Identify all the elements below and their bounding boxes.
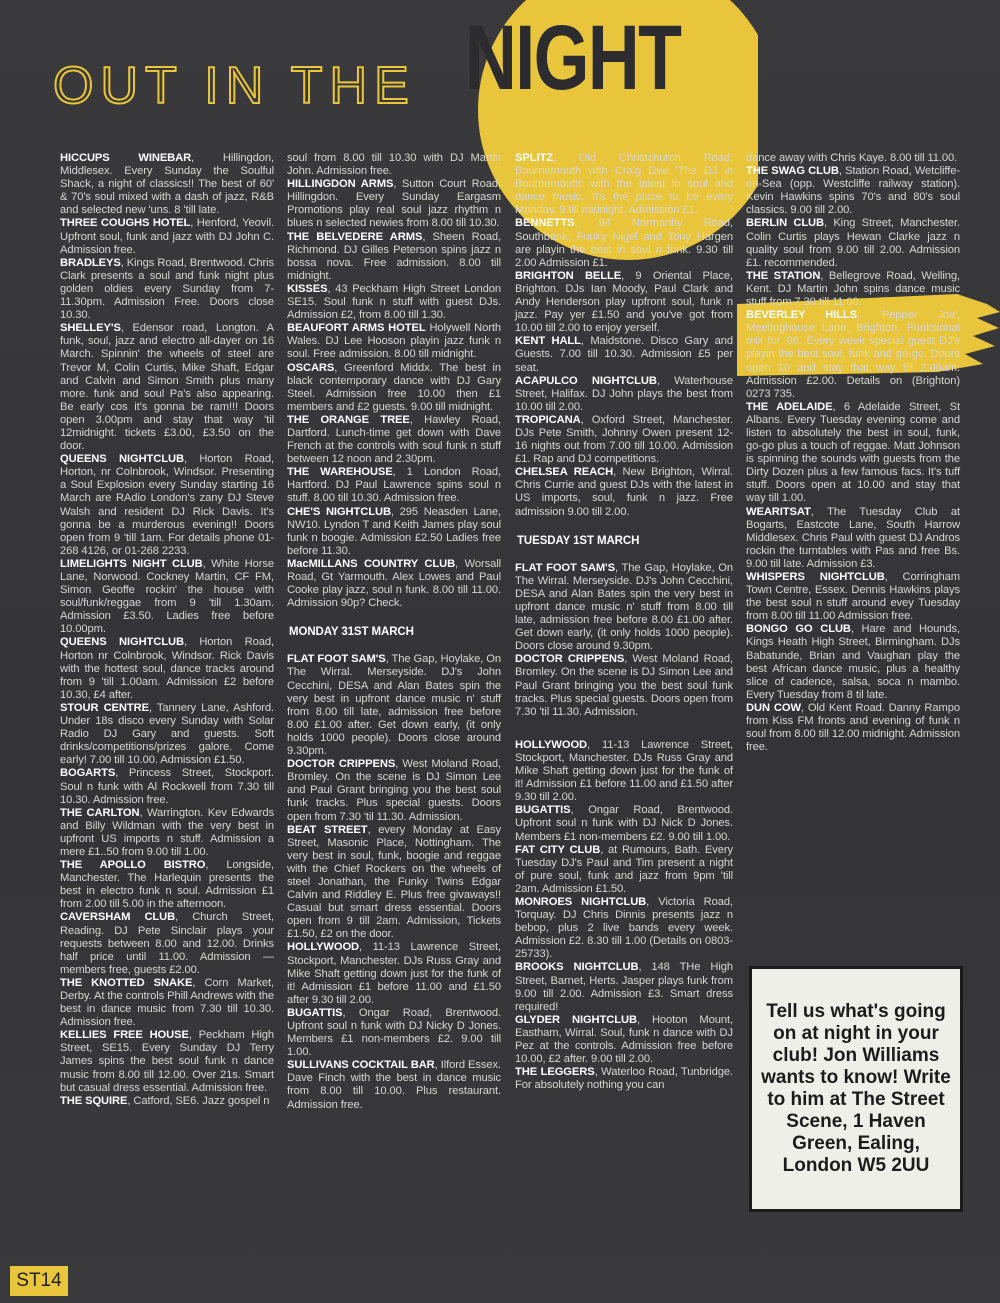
- contact-box-text: Tell us what's going on at night in your club! Jon Williams wants to know! Write to him at The Street Scene, 1 Haven Green, Ealing, London W5 2UU: [761, 1001, 951, 1176]
- club-listing: [60, 152, 274, 217]
- club-listing: [287, 941, 501, 1006]
- club-details: , Catford, SE6. Jazz gospel n: [127, 1094, 270, 1107]
- club-name: THE ORANGE TREE: [287, 413, 410, 426]
- club-name: BROOKS NIGHTCLUB: [515, 961, 639, 974]
- club-details: , 148 THe High Street, Barnet, Herts. Jasper plays funk from 9.00 till 2.00. Admission £3. Smart dress required!: [515, 961, 733, 1013]
- club-details: , Princess Street, Stockport. Soul n funk with Al Rockwell from 7.30 till 10.30. Admission free.: [60, 767, 274, 806]
- club-name: CHE'S NIGHTCLUB: [287, 505, 391, 518]
- club-listing: [515, 961, 733, 1013]
- club-details: , Horton Road, Horton, nr Colnbrook, Windsor. Presenting a Soul Explosion every Sunday starting 16 March are RAdio London's zany DJ Steve Walsh and resident DJ Rick Davis. It's gonna be a murderous evening!! Doors open from 9 'till 1am. For details phone 01-268 4126, or 01-268 2233.: [60, 453, 274, 557]
- club-listing: [515, 653, 733, 718]
- day-heading: MONDAY 31ST MARCH: [289, 626, 414, 639]
- club-details: , Edensor road, Longton. A funk, soul, jazz and electro all-dayer on 16 March. Spinnin' the wheels of steel are Trevor M, Colin Curtis, Mike Shaft, Edgar and Calvin and Simon Smith plus many more. funk and soul Pa's also appearing. Be early cos it's gonna be ram!!! Doors open 3.00pm and stay that way 'til 12midnight. tickets £3.00, £3.50 on the door.: [60, 322, 274, 453]
- club-listing: [746, 309, 960, 401]
- club-details: dance away with Chris Kaye. 8.00 till 11.00.: [746, 152, 958, 164]
- page-number: ST14: [10, 1266, 68, 1296]
- club-details: , Victoria Road, Torquay. DJ Chris Dinnis presents jazz n bebop, plus 2 live bands every week. Admission £2. 8.30 till 1.00 (Details on 0803-25733).: [515, 895, 733, 961]
- club-listing: [746, 702, 960, 754]
- club-listing: [515, 1066, 733, 1092]
- club-details: , 295 Neasden Lane, NW10. Lyndon T and Keith James play soul funk n boogie. Admission £2.50 Ladies free before 11.30.: [287, 505, 501, 557]
- club-listing: [746, 571, 960, 623]
- club-details: , The Gap, Hoylake, On The Wirral. Merseyside. DJ's John Cecchini, DESA and Alan Bates spin the very best in upfront dance music n' stuff from 8.00 till late, admission free before 8.00 £1.00 after. Get down early, (it only holds 1000 people). Doors close around 9.30pm.: [515, 561, 733, 653]
- club-listing: [287, 466, 501, 505]
- club-details: , Hooton Mount, Eastham, Wirral. Soul, funk n dance with DJ Pez at the controls. Admission free before 10.00, £2 after. 9.00 till 2.00.: [515, 1013, 733, 1066]
- club-details: , The Gap, Hoylake, On The Wirral. Merseyside. DJ's John Cecchini, DESA and Alan Bates spin the very best in upfront dance music n' stuff from 8.00 till late, admission free before 8.00 £1.00 after. Get down early, (it only holds 1000 people). Doors close around 9.30pm.: [287, 653, 501, 758]
- club-listing: [287, 758, 501, 823]
- club-details: , 11-13 Lawrence Street, Stockport, Manchester. DJs Russ Gray and Mike Shaft getting down just for the funk of it! Admission £1 before 11.00 and £1.50 after 9.30 till 2.00.: [515, 738, 733, 804]
- club-details: , Waterloo Road, Tunbridge. For absolutely nothing you can: [515, 1066, 733, 1092]
- club-name: HOLLYWOOD: [287, 941, 360, 954]
- club-listing: [746, 270, 960, 309]
- club-name: SPLITZ: [515, 152, 553, 164]
- club-listing: [287, 362, 501, 414]
- club-details: , West Moland Road, Bromley. On the scene is DJ Simon Lee and Paul Grant bringing you the best soul funk tracks. Plus special guests. Doors open from 7.30 'til 11.30. Admission.: [287, 758, 501, 823]
- club-details: , Bellegrove Road, Welling, Kent. DJ Martin John spins dance music stuff from 7.30 till 11.00.: [746, 269, 960, 309]
- club-name: BUGATTIS: [515, 804, 571, 817]
- club-listing: [60, 911, 274, 976]
- club-listing: [287, 558, 501, 610]
- club-details: , Hare and Hounds, Kings Heath High Street, Birmingham. DJs Babatunde, Brian and Vaughan play the best African dance music, plus a healthy slice of cadence, salsa, soca n mambo. Every Tuesday from 8 til late.: [746, 623, 960, 701]
- club-name: OSCARS: [287, 361, 335, 374]
- club-details: , Peckham High Street, SE15. Every Sunday DJ Terry James spins the best soul funk n dance music from 8.00 till 12.00. Over 21s. Smart but casual dress essential. Admission free.: [60, 1029, 274, 1094]
- club-name: TROPICANA: [515, 413, 581, 426]
- club-details: , Worsall Road, Gt Yarmouth. Alex Lowes and Paul Cooke play jazz, soul n funk. 8.00 till 11.00. Admission 90p? Check.: [287, 557, 501, 610]
- club-details: , Station Road, Wetcliffe-on-Sea (opp. Westcliffe railway station). Kevin Hawkins spins 70's and 80's soul classics. 9.00 till 2.00.: [746, 165, 960, 217]
- club-details: , 9 Oriental Place, Brighton. DJs Ian Moody, Paul Clark and Andy Henderson play upfront soul, funk n jazz. Pay yer £1.50 and you've got from 10.00 till 2.00 to enjoy yerself.: [515, 269, 733, 335]
- club-listing: [746, 152, 960, 165]
- club-name: BONGO GO CLUB: [746, 623, 851, 636]
- club-listing: [515, 375, 733, 414]
- club-name: CAVERSHAM CLUB: [60, 911, 176, 924]
- club-listing: [60, 977, 274, 1029]
- club-details: , Ongar Road, Brentwood. Upfront soul n funk with DJ Nicky D Jones. Members £1 non-members £2. 9.00 till 1.00.: [287, 1006, 501, 1059]
- club-listing: [746, 506, 960, 571]
- column-gap: [515, 719, 733, 739]
- club-name: KELLIES FREE HOUSE: [60, 1029, 189, 1042]
- club-listing: [60, 453, 274, 558]
- club-listing: [515, 1014, 733, 1066]
- club-details: , Waterhouse Street, Halifax. DJ John plays the best from 10.00 till 2.00.: [515, 374, 733, 413]
- club-listing: [287, 231, 501, 283]
- club-details: , Hillingdon, Middlesex. Every Sunday the Soulful Shack, a night of classics!! The best of 60' & 70's soul mixed with a dash of jazz, R&B and selected new 'uns. 8 'till late.: [60, 152, 274, 217]
- club-name: THE BELVEDERE ARMS: [287, 230, 423, 243]
- club-details: , 6 Adelaide Street, St Albans. Every Tuesday evening come and listen to absolutely the best in soul, funk, go-go plus a touch of reggae. Matt Johnson is spinning the sounds with guests from the Dirty Dozen plus a few famous facs. It's tuff stuff. Doors open at 10.00 and stay that way till 1.00.: [746, 400, 960, 505]
- club-listing: [515, 844, 733, 896]
- club-name: DUN COW: [746, 701, 801, 714]
- club-listing: [60, 322, 274, 453]
- club-details: , Old Kent Road. Danny Rampo from Kiss FM fronts and evening of funk n soul from 8.00 till 12.00 midnight. Admission free.: [746, 701, 960, 754]
- club-listing: [515, 739, 733, 804]
- club-name: MacMILLANS COUNTRY CLUB: [287, 557, 456, 570]
- club-details: Holywell North Wales. DJ Lee Hooson playin jazz funk n soul. Free admission. 8.00 till midnight.: [287, 322, 501, 361]
- club-listing: [746, 401, 960, 506]
- club-details: , Old Christchurch Road, Bournemouth with Craig Dee 'The DJ in Bournemouth' with the latest in soul and dance music. It's the place to be every Monday. 9 till midnight. Admission £1.: [515, 152, 733, 217]
- club-name: DOCTOR CRIPPENS: [287, 758, 396, 771]
- club-details: , King Street, Manchester. Colin Curtis plays Hewan Clarke jazz n quality soul from 9.00 till 2.00. Admission £1. recommended.: [746, 217, 960, 269]
- club-name: HILLINGDON ARMS: [287, 178, 394, 191]
- club-listing: [287, 414, 501, 466]
- club-name: CHELSEA REACH: [515, 466, 614, 479]
- club-listing: [60, 1095, 274, 1108]
- listing-column-4: [746, 152, 960, 754]
- day-heading: TUESDAY 1ST MARCH: [517, 534, 640, 547]
- club-name: BENNETTS: [515, 217, 575, 230]
- club-name: BUGATTIS: [287, 1006, 343, 1019]
- club-listing: [515, 562, 733, 654]
- club-name: FLAT FOOT SAM'S: [515, 561, 615, 574]
- club-details: , 11-13 Lawrence Street, Stockport, Manchester. DJs Russ Gray and Mike Shaft getting down just for the funk of it! Admission £1 before 11.00 and £1.50 after 9.30 till 2.00.: [287, 941, 501, 1006]
- club-details: , Maidstone. Disco Gary and Guests. 7.00 till 10.30. Admission £5 per seat.: [515, 335, 733, 374]
- club-listing: [746, 217, 960, 269]
- club-details: , Ongar Road, Brentwood. Upfront soul n funk with DJ Nick D Jones. Members £1 non-members £2. 9.00 till 1.00.: [515, 804, 733, 843]
- club-details: , New Brighton, Wirral. Chris Currie and guest DJs with the latest in US imports, soul, funk n jazz. Free admission 9.00 till 2.00.: [515, 466, 733, 518]
- club-details: , Oxford Street, Manchester. DJs Pete Smith, Johnny Owen present 12-16 nights out from 7.00 till 10.00. Admission £1. Rap and DJ competitions.: [515, 413, 733, 466]
- club-listing: [746, 165, 960, 217]
- club-listing: [287, 322, 501, 361]
- club-listing: [60, 767, 274, 806]
- club-name: THE APOLLO BISTRO: [60, 859, 206, 872]
- club-name: THE SWAG CLUB: [746, 165, 839, 178]
- club-name: BEAUFORT ARMS HOTEL: [287, 322, 426, 335]
- contact-box: [749, 966, 963, 1212]
- club-listing: [60, 702, 274, 767]
- club-details: , White Horse Lane, Norwood. Cockney Martin, CF FM, Simon Geoffe rockin' the house with soul/funk/reggae from 9 'till 1.30am. Admission £3.50. Ladies free before 10.00pm.: [60, 557, 275, 636]
- club-name: QUEENS NIGHTCLUB: [60, 636, 184, 649]
- club-details: , every Monday at Easy Street, Masonic Place, Nottingham. The very best in soul, funk, boogie and reggae with the Chief Rockers on the wheels of steel Jonathan, the Funky Twins Edgar Calvin and Riddley E. Plus free givaways!! Casual but smart dress essential. Doors open from 9 till 2am. Admission, Tickets £1.50, £2 on the door.: [287, 823, 502, 941]
- club-listing: [287, 824, 501, 942]
- club-name: BRADLEYS: [60, 256, 121, 269]
- club-details: , Longside, Manchester. The Harlequin presents the best in electro funk n soul. Admission £1 from 2.00 till 5.00 in the afternoon.: [60, 859, 274, 911]
- club-details: , Horton Road, Horton nr Colnbrook, Windsor. Rick Davis with the hottest soul, dance tracks around from 9 'till 1.00am. Admission £2 before 10.30, £4 after.: [60, 636, 274, 701]
- club-listing: [287, 283, 501, 322]
- listing-column-1: [60, 152, 274, 1108]
- club-details: , Tannery Lane, Ashford. Under 18s disco every Sunday with Solar Radio DJ Gary and guests. Soft drinks/competitions/prizes galore. Come early! 7.00 till 10.00. Admission £1.50.: [60, 701, 274, 767]
- club-details: , Sheen Road, Richmond. DJ Gilles Peterson spins jazz n bossa nova. Free admission. 8.00 till midnight.: [287, 230, 501, 282]
- club-details: , Warrington. Kev Edwards and Billy Wildman with the very best in upfront US imports n stuff. Admission a mere £1..50 from 9.00 till 1.00.: [60, 806, 274, 858]
- club-name: BERLIN CLUB: [746, 217, 825, 230]
- club-details: , 'Pepper Joe', Meetinghouse Lane, Brighton. Funksional mix for '86. Every week special guest DJ's playin the best soul, funk and go-go. Doors open 10 and stay that way till 2.00am. Admission £2.00. Details on (Brighton) 0273 735.: [746, 309, 960, 400]
- club-listing: [287, 178, 501, 230]
- title-out-in-the: OUT IN THE: [53, 57, 416, 115]
- club-details: , Corringham Town Centre, Essex. Dennis Hawkins plays the best soul n stuff around evey Tuesday from 8.00 till 11.00 Admission free.: [746, 571, 961, 623]
- club-name: THREE COUGHS HOTEL: [60, 217, 191, 230]
- club-name: LIMELIGHTS NIGHT CLUB: [60, 557, 203, 570]
- club-listing: [60, 636, 274, 701]
- club-name: STOUR CENTRE: [60, 701, 149, 714]
- listing-column-3: [515, 152, 733, 1092]
- club-name: QUEENS NIGHTCLUB: [60, 453, 184, 466]
- club-listing: [515, 217, 733, 269]
- club-listing: [515, 466, 733, 518]
- club-name: SULLIVANS COCKTAIL BAR: [287, 1059, 435, 1072]
- club-name: FAT CITY CLUB: [515, 843, 601, 856]
- club-listing: [515, 414, 733, 466]
- club-details: , Ilford Essex. Dave Finch with the best in dance music from 8.00 till 10.00. Plus restaurant. Admission free.: [287, 1059, 501, 1111]
- club-listing: [287, 1059, 501, 1111]
- club-listing: [287, 653, 501, 758]
- club-name: DOCTOR CRIPPENS: [515, 653, 625, 666]
- club-details: , Kings Road, Brentwood. Chris Clark presents a soul and funk night plus golden oldies every Sunday from 7-11.30pm. Admission Free. Doors close 10.30.: [60, 256, 274, 322]
- club-details: soul from 8.00 till 10.30 with DJ Martin John. Admission free.: [287, 152, 501, 178]
- club-name: THE LEGGERS: [515, 1066, 595, 1079]
- club-name: BOGARTS: [60, 767, 116, 780]
- club-details: , 1 London Road, Hartford. DJ Paul Lawrence spins soul n stuff. 8.00 till 10.30. Admission free.: [287, 466, 501, 505]
- club-name: KISSES: [287, 282, 328, 295]
- club-name: BEAT STREET: [287, 823, 368, 836]
- club-listing: [287, 152, 501, 178]
- club-listing: [515, 152, 733, 217]
- club-details: , Henford, Yeovil. Upfront soul, funk and jazz with DJ John C. Admission free.: [60, 217, 274, 256]
- club-listing: [60, 257, 274, 322]
- club-name: KENT HALL: [515, 335, 581, 348]
- club-name: WEARITSAT: [746, 505, 811, 518]
- club-details: , Corn Market, Derby. At the controls Phill Andrews with the best in dance music from 7.30 till 10.30. Admission free.: [60, 976, 274, 1029]
- club-name: THE CARLTON: [60, 806, 140, 819]
- club-name: BRIGHTON BELLE: [515, 269, 622, 282]
- club-name: THE WAREHOUSE: [287, 466, 393, 479]
- title-night: NIGHT: [465, 7, 681, 109]
- club-name: FLAT FOOT SAM'S: [287, 653, 386, 666]
- club-listing: [515, 804, 733, 843]
- club-details: , 43 Peckham High Street London SE15. Soul funk n stuff with guest DJs. Admission £2, from 8.00 till 1.30.: [287, 282, 501, 322]
- club-listing: [746, 623, 960, 702]
- club-name: THE STATION: [746, 269, 821, 282]
- club-details: , Greenford Middx. The best in black contemporary dance with DJ Gary Steel. Admission free 10.00 then £1 members and £2 guests. 9.00 till midnight.: [287, 361, 501, 413]
- club-details: , Sutton Court Road, Hillingdon. Every Sunday Eargasm Promotions play real soul jazz rhythm n blues n selected newies from 8.00 till 10.30.: [287, 178, 501, 230]
- club-listing: [515, 896, 733, 961]
- club-listing: [60, 1029, 274, 1094]
- club-listing: [60, 558, 274, 637]
- club-details: , Hawley Road, Dartford. Lunch-time get down with Dave French at the controls with soul funk n stuff between 12 noon and 2.30pm.: [287, 413, 501, 466]
- club-name: THE SQUIRE: [60, 1094, 128, 1107]
- club-name: HOLLYWOOD: [515, 738, 588, 751]
- club-name: GLYDER NIGHTCLUB: [515, 1013, 637, 1026]
- club-name: THE KNOTTED SNAKE: [60, 976, 193, 989]
- club-name: MONROES NIGHTCLUB: [515, 895, 647, 908]
- club-name: ACAPULCO NIGHTCLUB: [515, 374, 657, 387]
- club-details: , The Tuesday Club at Bogarts, Eastcote Lane, South Harrow Middlesex. Chris Paul with guest DJ Andros rockin the turntables with Pas and free Bs. 9.00 till late. Admission £3.: [746, 505, 960, 570]
- listing-column-2: [287, 152, 501, 1112]
- club-listing: [60, 807, 274, 859]
- club-name: BEVERLEY HILLS: [746, 309, 857, 322]
- club-name: THE ADELAIDE: [746, 400, 833, 413]
- club-listing: [60, 217, 274, 256]
- club-details: , West Moland Road, Bromley. On the scene is DJ Simon Lee and Paul Grant bringing you the best soul funk tracks. Plus special guests. Doors open from 7.30 'til 11.30. Admission.: [515, 653, 733, 718]
- club-details: , Church Street, Reading. DJ Pete Sinclair plays your requests between 8.00 and 12.00. Drinks half price until 11.00. Admission — members free, guests £2.00.: [60, 911, 274, 976]
- club-listing: [287, 506, 501, 558]
- club-listing: [515, 335, 733, 374]
- club-name: SHELLEY'S: [60, 322, 121, 335]
- club-listing: [287, 1007, 501, 1059]
- club-details: , 94 Normanby Road, Southbank, Funky Nigel and Tony Hargen are playin the best in soul n funk. 9.30 till 2.00 Admission £1.: [515, 217, 733, 269]
- club-name: WHISPERS NIGHTCLUB: [746, 571, 885, 583]
- club-listing: [515, 270, 733, 335]
- club-details: , at Rumours, Bath. Every Tuesday DJ's Paul and Tim present a night of pure soul, funk and jazz from 9pm 'till 2am. Admission £1.50.: [515, 843, 733, 895]
- club-listing: [60, 859, 274, 911]
- club-name: HICCUPS WINEBAR: [60, 152, 192, 164]
